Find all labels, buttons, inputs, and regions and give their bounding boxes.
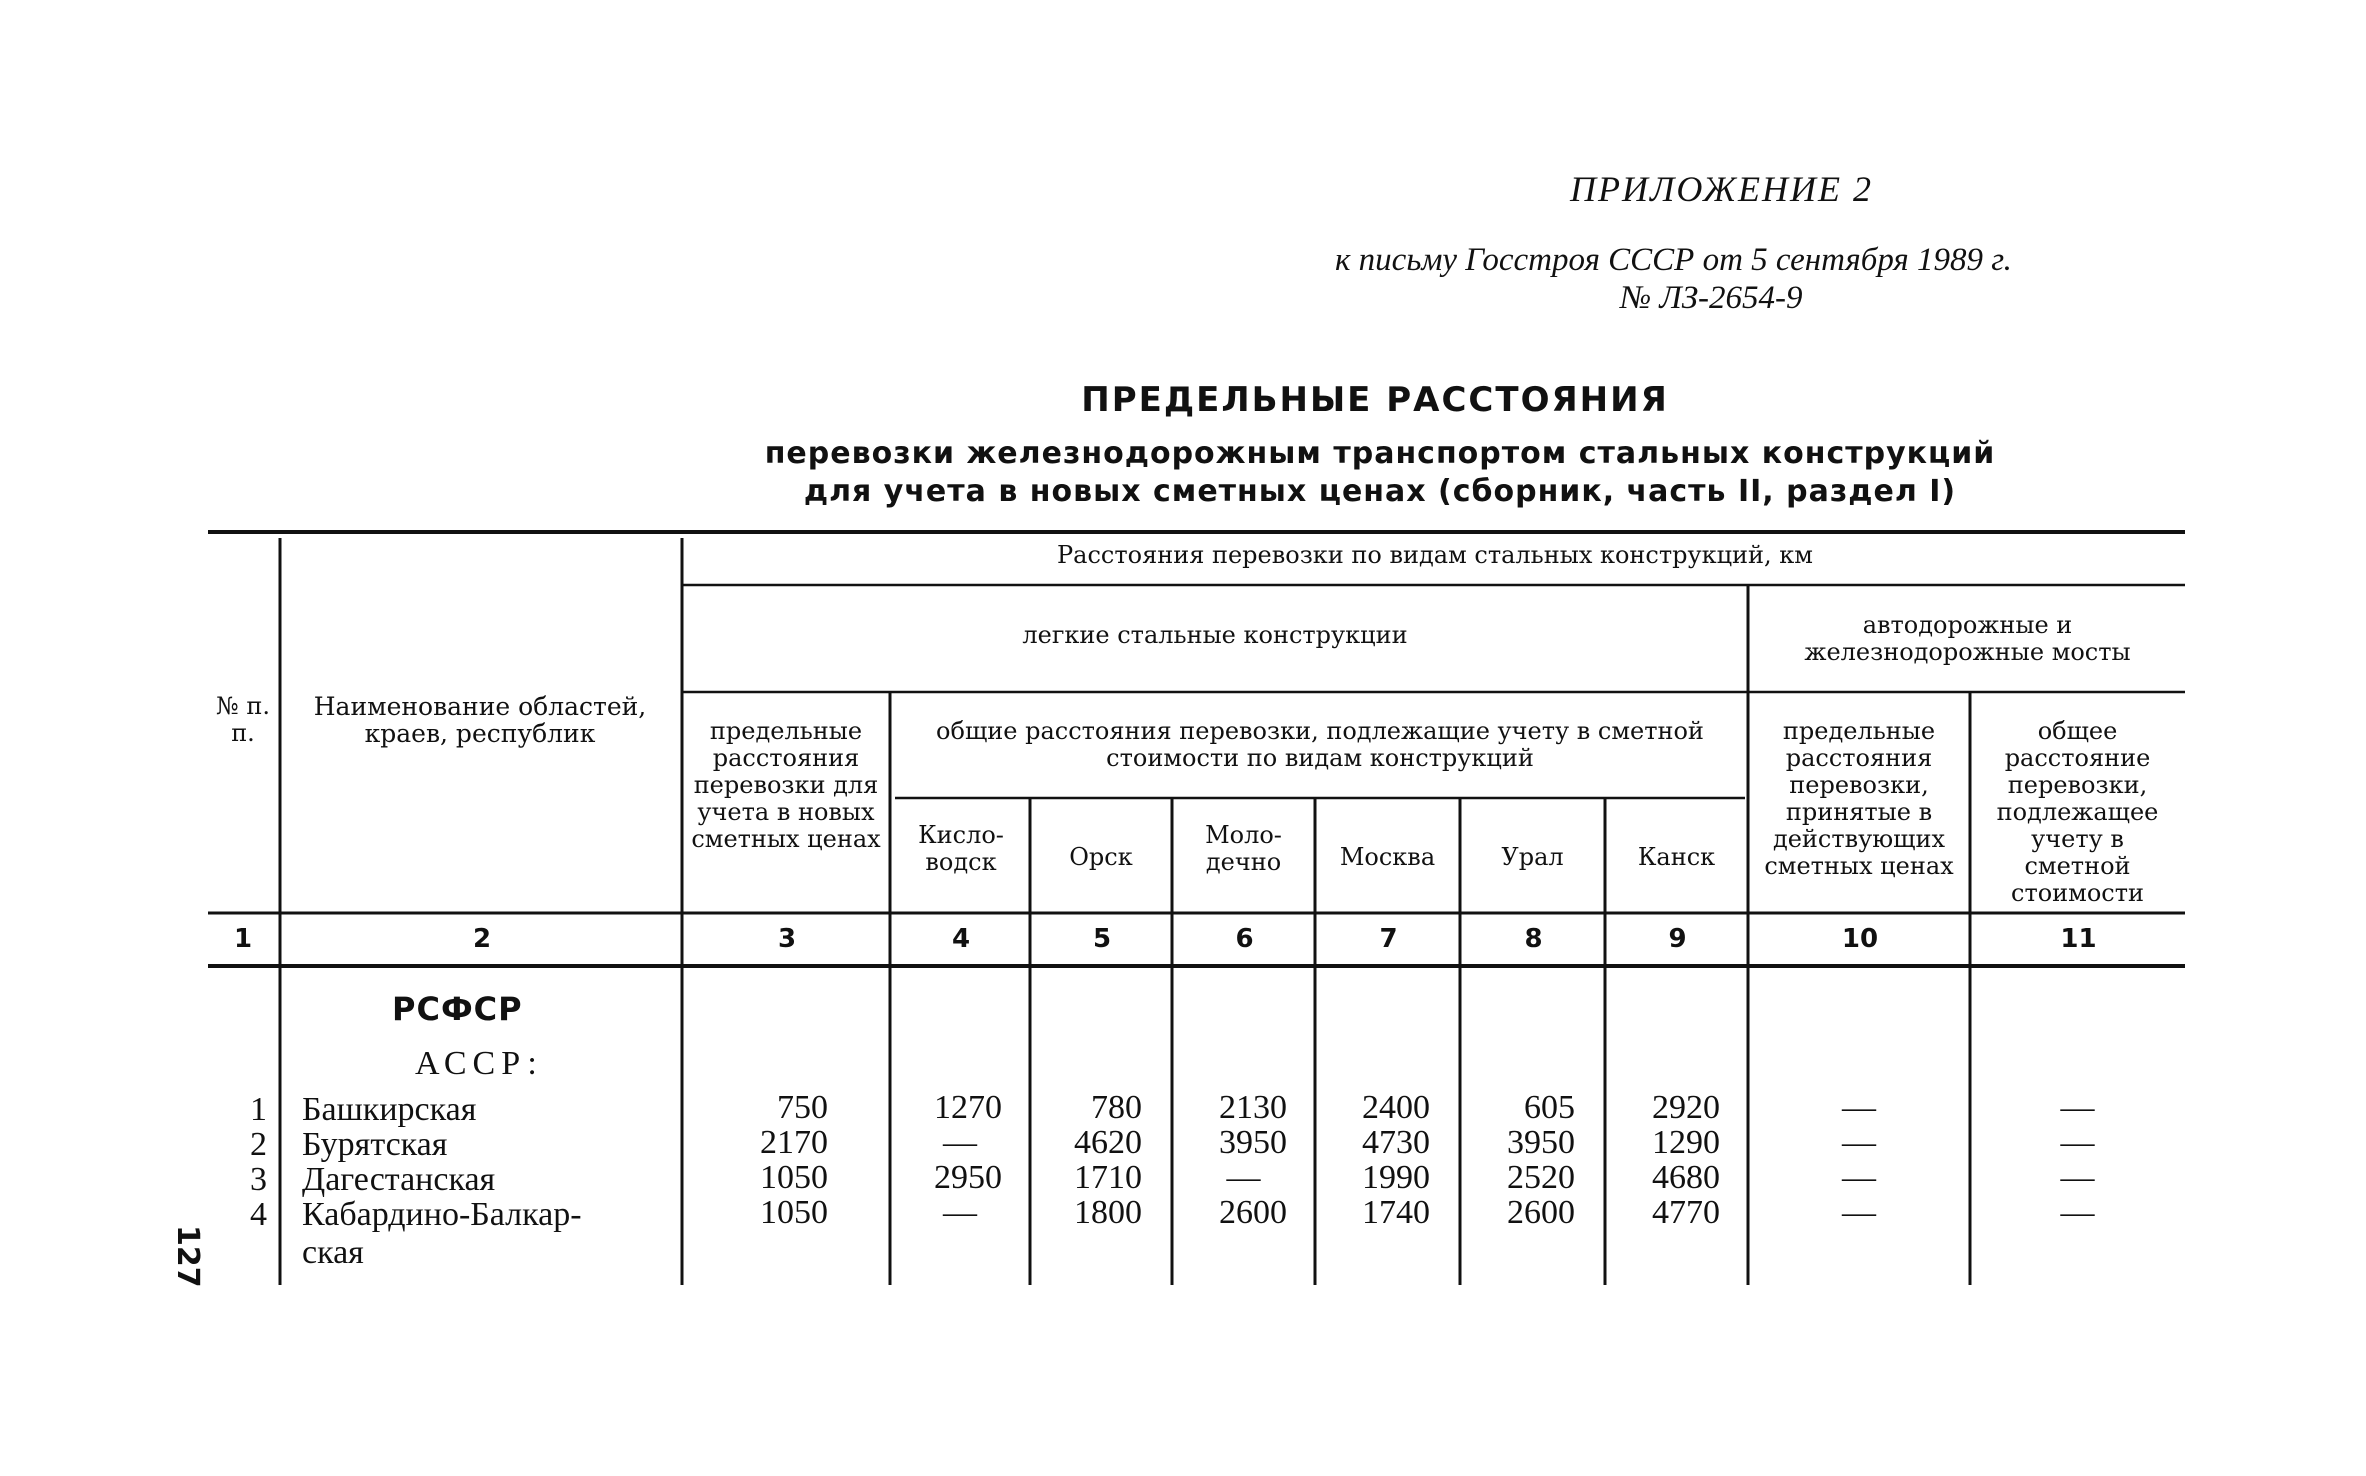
- row-name: Кабардино-Балкар-: [302, 1196, 582, 1233]
- col-number-9: 9: [1668, 924, 1687, 954]
- header-city-moskva: Москва: [1339, 843, 1436, 871]
- cell-col4: —: [943, 1124, 977, 1161]
- letter-reference: к письму Госстроя СССР от 5 сентября 1989 г.: [1335, 242, 2012, 278]
- letter-number: № ЛЗ-2654-9: [1620, 280, 1803, 316]
- header-limit-current: предельные расстояния перевозки, принятые в действующих сметных ценах: [1764, 717, 1954, 880]
- cell-col4: 2950: [934, 1159, 1002, 1196]
- header-city-ural: Урал: [1501, 843, 1564, 871]
- cell-col3: 1050: [760, 1194, 828, 1231]
- cell-col9: 1290: [1652, 1124, 1720, 1161]
- document-title: ПРЕДЕЛЬНЫЕ РАССТОЯНИЯ: [1081, 380, 1669, 420]
- header-city-molodechno: Моло-дечно: [1205, 821, 1282, 876]
- header-city-orsk: Орск: [1069, 843, 1133, 871]
- cell-col10: —: [1842, 1194, 1876, 1231]
- row-number: 2: [250, 1126, 267, 1163]
- col-number-7: 7: [1379, 924, 1398, 954]
- cell-col5: 780: [1091, 1089, 1142, 1126]
- cell-col6: —: [1226, 1159, 1261, 1196]
- cell-col11: —: [2060, 1159, 2095, 1196]
- cell-col6: 3950: [1219, 1124, 1287, 1161]
- col-number-6: 6: [1235, 924, 1254, 954]
- row-name: Дагестанская: [302, 1161, 496, 1198]
- cell-col10: —: [1842, 1089, 1876, 1126]
- appendix-label: ПРИЛОЖЕНИЕ 2: [1570, 169, 1873, 209]
- cell-col9: 4770: [1652, 1194, 1720, 1231]
- subtitle-line-1: перевозки железнодорожным транспортом стальных конструкций: [764, 436, 1996, 471]
- cell-col10: —: [1842, 1124, 1876, 1161]
- subtitle-line-2: для учета в новых сметных ценах (сборник, часть II, раздел I): [803, 474, 1957, 509]
- page-number: 127: [170, 1225, 205, 1288]
- row-number: 1: [250, 1091, 267, 1128]
- header-light-structures: легкие стальные конструкции: [1022, 621, 1408, 649]
- cell-col3: 1050: [760, 1159, 828, 1196]
- row-name: Башкирская: [302, 1091, 477, 1128]
- col-number-8: 8: [1524, 924, 1543, 954]
- col-number-11: 11: [2060, 924, 2097, 954]
- cell-col9: 4680: [1652, 1159, 1720, 1196]
- cell-col11: —: [2060, 1124, 2095, 1161]
- cell-col5: 1710: [1074, 1159, 1142, 1196]
- header-limit-new: предельные расстояния перевозки для учета в новых сметных ценах: [691, 717, 881, 853]
- header-general: общие расстояния перевозки, подлежащие учету в сметной стоимости по видам конструкций: [936, 717, 1704, 772]
- cell-col7: 1740: [1362, 1194, 1430, 1231]
- header-general-bridge: общее расстояние перевозки, подлежащее учету в сметной стоимости: [1996, 717, 2159, 907]
- cell-col11: —: [2060, 1089, 2095, 1126]
- cell-col5: 4620: [1074, 1124, 1142, 1161]
- header-city-kislovodsk: Кисло-водск: [918, 821, 1004, 876]
- cell-col7: 4730: [1362, 1124, 1430, 1161]
- row-name-continuation: ская: [302, 1234, 364, 1271]
- row-name: Бурятская: [302, 1126, 448, 1163]
- cell-col10: —: [1842, 1159, 1876, 1196]
- cell-col7: 2400: [1362, 1089, 1430, 1126]
- cell-col9: 2920: [1652, 1089, 1720, 1126]
- cell-col4: 1270: [934, 1089, 1002, 1126]
- cell-col5: 1800: [1074, 1194, 1142, 1231]
- col-number-2: 2: [472, 924, 492, 954]
- cell-col8: 2600: [1507, 1194, 1575, 1231]
- cell-col3: 2170: [760, 1124, 828, 1161]
- cell-col4: —: [943, 1194, 977, 1231]
- header-city-kansk: Канск: [1637, 843, 1716, 871]
- col-number-3: 3: [777, 924, 797, 954]
- document-subtitle: [560, 435, 2200, 511]
- header-num: № п. п.: [216, 692, 270, 747]
- row-number: 3: [250, 1161, 267, 1198]
- cell-col7: 1990: [1362, 1159, 1430, 1196]
- header-distances: Расстояния перевозки по видам стальных конструкций, км: [1057, 541, 1813, 569]
- cell-col8: 2520: [1507, 1159, 1575, 1196]
- col-number-5: 5: [1092, 924, 1112, 954]
- row-number: 4: [250, 1196, 267, 1233]
- cell-col11: —: [2060, 1194, 2095, 1231]
- cell-col3: 750: [777, 1089, 828, 1126]
- subsection-heading: АССР:: [415, 1045, 543, 1082]
- header-bridges: автодорожные и железнодорожные мосты: [1804, 611, 2131, 666]
- cell-col8: 3950: [1507, 1124, 1575, 1161]
- col-number-4: 4: [951, 924, 971, 954]
- header-name: Наименование областей, краев, республик: [313, 692, 647, 748]
- cell-col6: 2130: [1219, 1089, 1287, 1126]
- cell-col6: 2600: [1219, 1194, 1287, 1231]
- section-heading: РСФСР: [392, 990, 523, 1028]
- col-number-10: 10: [1841, 924, 1879, 954]
- col-number-1: 1: [233, 924, 253, 954]
- cell-col8: 605: [1524, 1089, 1575, 1126]
